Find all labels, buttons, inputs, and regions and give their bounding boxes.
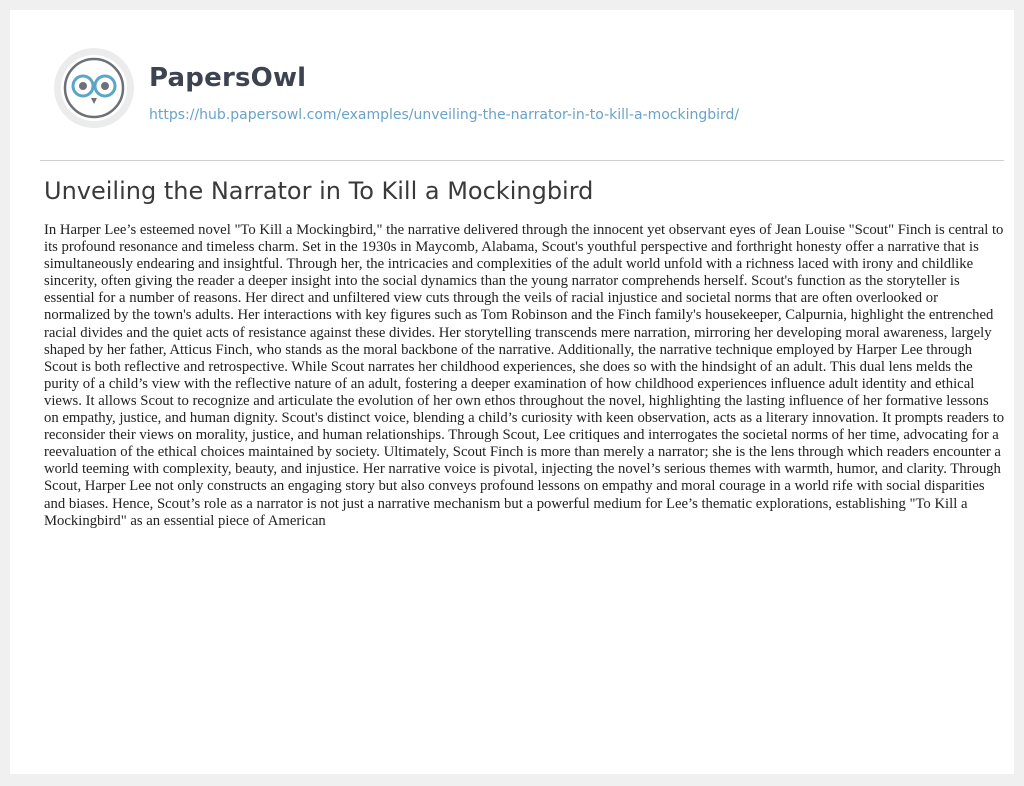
header-divider	[40, 160, 1004, 161]
document-page	[10, 10, 1014, 774]
header	[52, 34, 992, 138]
owl-logo-icon	[52, 46, 136, 130]
article-body: In Harper Lee’s esteemed novel "To Kill a Mockingbird," the narrative delivered through the innocent yet observant eyes of Jean Louise "Scout" Finch is central to its profound resonance and timeless charm. Set in the 1930s in Maycomb, Alabama, Scout's youthful perspective and forthright honesty offer a narrative that is simultaneously endearing and insightful. Through her, the intricacies and complexities of the adult world unfold with a richness laced with irony and childlike sincerity, often giving the reader a deeper insight into the social dynamics than the young narrator comprehends herself. Scout's function as the storyteller is essential for a number of reasons. Her direct and unfiltered view cuts through the veils of racial injustice and societal norms that are often overlooked or normalized by the town's adults. Her interactions with key figures such as Tom Robinson and the Finch family's housekeeper, Calpurnia, highlight the entrenched racial divides and the quiet acts of resistance against these divides. Her storytelling transcends mere narration, mirroring her developing moral awareness, largely shaped by her father, Atticus Finch, who stands as the moral backbone of the narrative. Additionally, the narrative technique employed by Harper Lee through Scout is both reflective and retrospective. While Scout narrates her childhood experiences, she does so with the hindsight of an adult. This dual lens melds the purity of a child’s view with the reflective nature of an adult, fostering a deeper examination of how childhood experiences influence adult identity and ethical views. It allows Scout to recognize and articulate the evolution of her own ethos throughout the novel, highlighting the lasting influence of her formative lessons on empathy, justice, and human dignity. Scout's distinct voice, blending a child’s curiosity with keen observation, acts as a literary innovation. It prompts readers to reconsider their views on morality, justice, and human relationships. Through Scout, Lee critiques and interrogates the societal norms of her time, advocating for a reevaluation of the ethical choices maintained by society. Ultimately, Scout Finch is more than merely a narrator; she is the lens through which readers encounter a world teeming with complexity, beauty, and injustice. Her narrative voice is pivotal, injecting the novel’s serious themes with warmth, humor, and clarity. Through Scout, Harper Lee not only constructs an engaging story but also conveys profound lessons on empathy and moral courage in a world rife with social disparities and biases. Hence, Scout’s role as a narrator is not just a narrative mechanism but a powerful medium for Lee’s thematic explorations, establishing "To Kill a Mockingbird" as an essential piece of American	[44, 222, 1005, 529]
article-title: Unveiling the Narrator in To Kill a Mockingbird	[44, 177, 594, 205]
brand-name: PapersOwl	[149, 63, 307, 93]
source-url-link[interactable]: https://hub.papersowl.com/examples/unveiling-the-narrator-in-to-kill-a-mockingbird/	[149, 107, 740, 123]
